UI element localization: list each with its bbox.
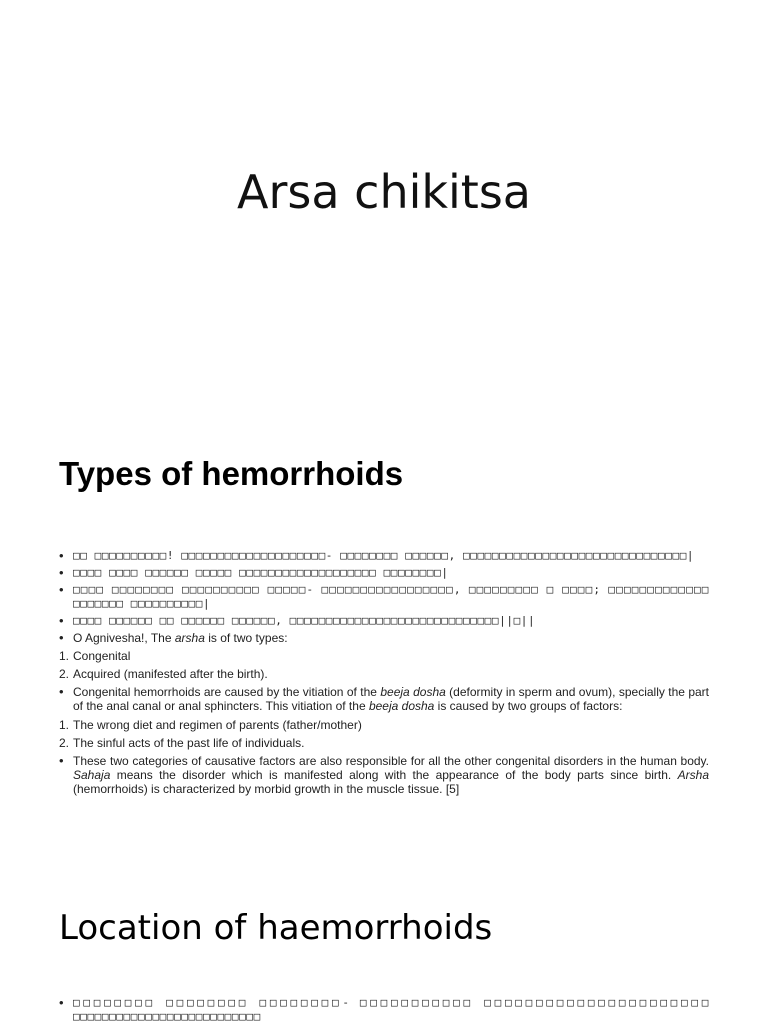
list-item xyxy=(59,685,709,713)
list-item-text: Acquired (manifested after the birth). xyxy=(73,667,268,681)
intro-text: O Agnivesha!, The arsha is of two types: xyxy=(73,631,288,645)
list-item xyxy=(59,649,709,663)
list-number: 1. xyxy=(59,718,70,732)
list-item-text: The wrong diet and regimen of parents (father/mother) xyxy=(73,718,362,732)
list-item xyxy=(59,583,709,611)
location-content xyxy=(59,996,709,1024)
list-number: 2. xyxy=(59,736,70,750)
list-number: 2. xyxy=(59,667,70,681)
list-item xyxy=(59,614,709,628)
sanskrit-verse-line: □□□□□□□□ □□□□□□□□ □□□□□□□□- □□□□□□□□□□□ □□□□□□□□□□□□□□□□□□□□□□ □□□□□□□□□□□□□□□□□□□□□□□□□□ xyxy=(73,996,709,1023)
list-item xyxy=(59,549,709,563)
title-slide xyxy=(0,0,768,430)
list-item-text: Congenital xyxy=(73,649,131,663)
bullet-marker: • xyxy=(59,582,64,597)
congenital-paragraph: Congenital hemorrhoids are caused by the vitiation of the beeja dosha (deformity in sperm and ovum), specially the part of the anal canal or anal sphincters. This vitiation of the beeja dosha is caused by two groups of factors: xyxy=(73,685,709,713)
bullet-marker: • xyxy=(59,548,64,563)
list-item xyxy=(59,566,709,580)
list-item xyxy=(59,631,709,645)
list-item-text: The sinful acts of the past life of individuals. xyxy=(73,736,305,750)
sanskrit-verse-line: □□□□ □□□□□□□□ □□□□□□□□□□ □□□□□- □□□□□□□□□□□□□□□□□, □□□□□□□□□ □ □□□□; □□□□□□□□□□□□□ □□□□□□□ □□□□□□□□□□| xyxy=(73,583,709,610)
types-content xyxy=(59,549,709,799)
main-title: Arsa chikitsa xyxy=(237,165,531,219)
bullet-marker: • xyxy=(59,613,64,628)
bullet-marker: • xyxy=(59,995,64,1010)
list-item xyxy=(59,718,709,732)
types-slide xyxy=(0,430,768,870)
list-item xyxy=(59,736,709,750)
bullet-marker: • xyxy=(59,630,64,645)
bullet-marker: • xyxy=(59,565,64,580)
list-item xyxy=(59,996,709,1024)
sanskrit-verse-line: □□□□ □□□□□□ □□ □□□□□□ □□□□□□, □□□□□□□□□□□□□□□□□□□□□□□□□□□□□||□|| xyxy=(73,614,536,627)
list-item xyxy=(59,754,709,796)
bullet-marker: • xyxy=(59,684,64,699)
closing-paragraph: These two categories of causative factors are also responsible for all the other congenital disorders in the human body. Sahaja means the disorder which is manifested along with the appearance of the body parts since birth. Arsha (hemorrhoids) is characterized by morbid growth in the muscle tissue. [5] xyxy=(73,754,709,796)
sanskrit-verse-line: □□□□ □□□□ □□□□□□ □□□□□ □□□□□□□□□□□□□□□□□□□ □□□□□□□□| xyxy=(73,566,449,579)
list-number: 1. xyxy=(59,649,70,663)
list-item xyxy=(59,667,709,681)
sanskrit-verse-line: □□ □□□□□□□□□□! □□□□□□□□□□□□□□□□□□□□- □□□□□□□□ □□□□□□, □□□□□□□□□□□□□□□□□□□□□□□□□□□□□□□| xyxy=(73,549,695,562)
types-title: Types of hemorrhoids xyxy=(59,455,404,492)
location-title: Location of haemorrhoids xyxy=(59,908,493,948)
bullet-marker: • xyxy=(59,753,64,768)
location-slide xyxy=(0,870,768,1024)
